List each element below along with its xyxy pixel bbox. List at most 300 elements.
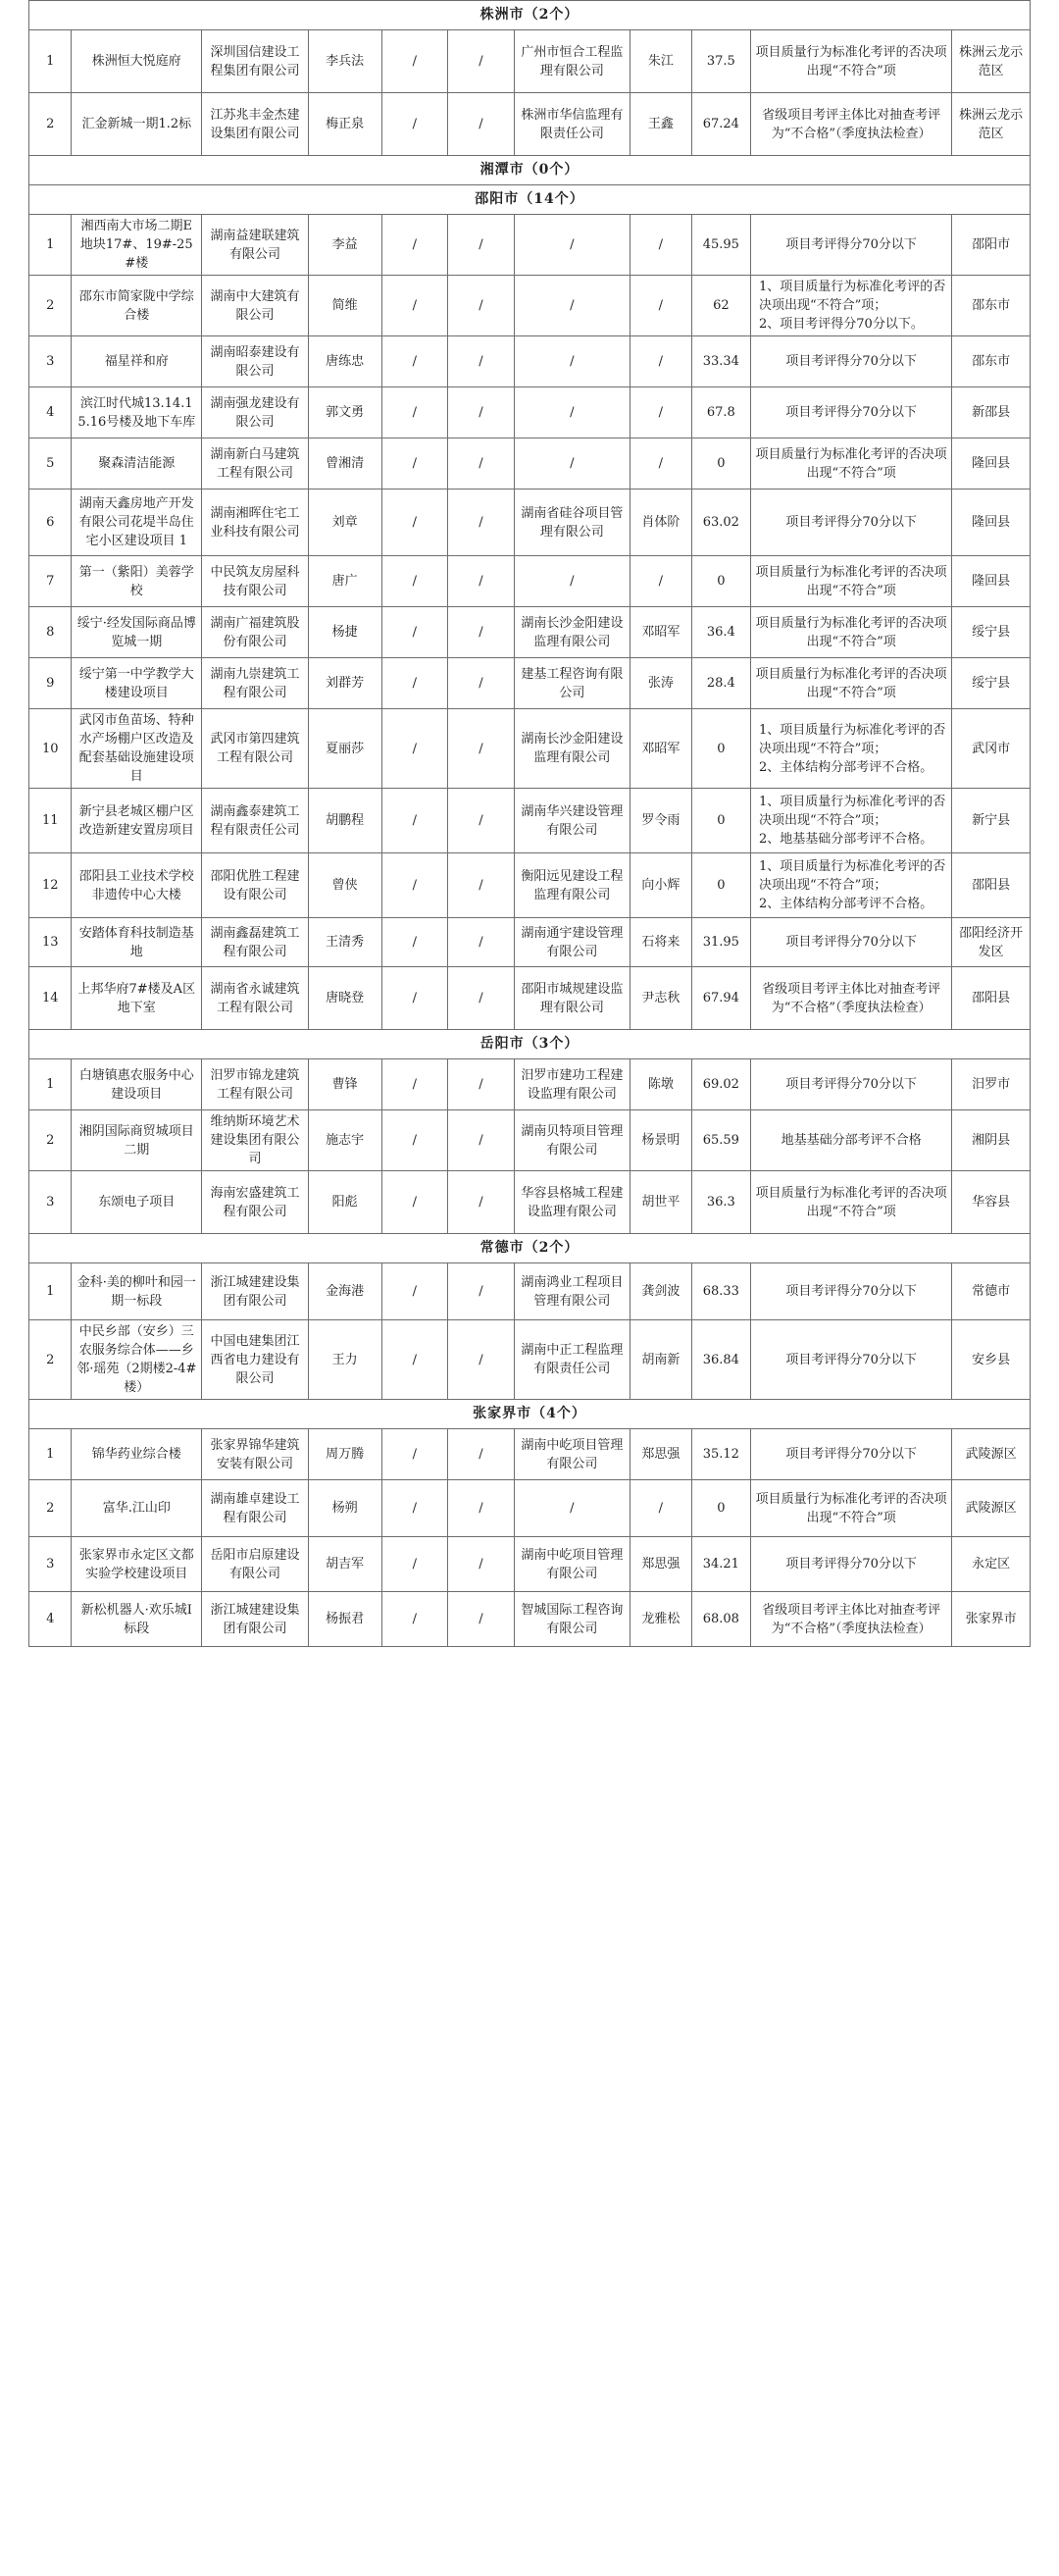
column-5: / — [381, 489, 448, 556]
supervision-company: 广州市恒合工程监理有限公司 — [514, 30, 630, 93]
project-name: 武冈市鱼苗场、特种水产场棚户区改造及配套基础设施建设项目 — [72, 709, 202, 789]
project-name: 张家界市永定区文都实验学校建设项目 — [72, 1537, 202, 1592]
column-5: / — [381, 556, 448, 607]
region: 隆回县 — [952, 489, 1031, 556]
supervision-company: 湖南中屹项目管理有限公司 — [514, 1537, 630, 1592]
construction-company: 湖南强龙建设有限公司 — [202, 387, 309, 438]
project-manager: 胡鹏程 — [308, 789, 381, 853]
row-number: 4 — [29, 387, 72, 438]
failure-reason: 省级项目考评主体比对抽查考评为“不合格”（季度执法检查） — [751, 1592, 952, 1647]
failure-reason: 项目考评得分70分以下 — [751, 1429, 952, 1480]
table-row — [29, 607, 1031, 658]
column-6: / — [448, 1059, 515, 1110]
column-5: / — [381, 215, 448, 276]
region: 绥宁县 — [952, 607, 1031, 658]
construction-company: 湖南广福建筑股份有限公司 — [202, 607, 309, 658]
column-6: / — [448, 1263, 515, 1320]
project-name: 新松机器人·欢乐城Ⅰ标段 — [72, 1592, 202, 1647]
project-table — [28, 0, 1031, 1647]
score: 69.02 — [691, 1059, 750, 1110]
supervision-company: / — [514, 336, 630, 387]
project-manager: 曹锋 — [308, 1059, 381, 1110]
chief-supervisor: / — [630, 1480, 691, 1537]
row-number: 3 — [29, 336, 72, 387]
construction-company: 中民筑友房屋科技有限公司 — [202, 556, 309, 607]
table-row — [29, 1480, 1031, 1537]
column-5: / — [381, 607, 448, 658]
region: 邵阳县 — [952, 853, 1031, 918]
column-5: / — [381, 967, 448, 1030]
failure-reason: 地基基础分部考评不合格 — [751, 1110, 952, 1171]
score: 65.59 — [691, 1110, 750, 1171]
project-manager: 梅正泉 — [308, 93, 381, 156]
row-number: 11 — [29, 789, 72, 853]
table-row — [29, 658, 1031, 709]
project-manager: 唐练忠 — [308, 336, 381, 387]
score: 67.24 — [691, 93, 750, 156]
column-6: / — [448, 853, 515, 918]
project-manager: 周万腾 — [308, 1429, 381, 1480]
project-name: 聚森清洁能源 — [72, 438, 202, 489]
column-6: / — [448, 336, 515, 387]
region: 武陵源区 — [952, 1429, 1031, 1480]
column-5: / — [381, 853, 448, 918]
column-6: / — [448, 387, 515, 438]
region: 邵阳经济开发区 — [952, 918, 1031, 967]
supervision-company: 汨罗市建功工程建设监理有限公司 — [514, 1059, 630, 1110]
failure-reason: 省级项目考评主体比对抽查考评为“不合格”（季度执法检查） — [751, 93, 952, 156]
row-number: 10 — [29, 709, 72, 789]
supervision-company: 华容县格城工程建设监理有限公司 — [514, 1171, 630, 1234]
failure-reason: 1、项目质量行为标准化考评的否决项出现“不符合”项； 2、主体结构分部考评不合格。 — [751, 709, 952, 789]
construction-company: 中国电建集团江西省电力建设有限公司 — [202, 1320, 309, 1400]
failure-reason: 项目考评得分70分以下 — [751, 1263, 952, 1320]
project-name: 福星祥和府 — [72, 336, 202, 387]
construction-company: 深圳国信建设工程集团有限公司 — [202, 30, 309, 93]
chief-supervisor: 胡南新 — [630, 1320, 691, 1400]
table-row — [29, 215, 1031, 276]
region: 常德市 — [952, 1263, 1031, 1320]
project-name: 绥宁·经发国际商品博览城一期 — [72, 607, 202, 658]
score: 34.21 — [691, 1537, 750, 1592]
region: 邵阳县 — [952, 967, 1031, 1030]
table-row — [29, 789, 1031, 853]
row-number: 14 — [29, 967, 72, 1030]
table-row — [29, 1592, 1031, 1647]
chief-supervisor: 罗令雨 — [630, 789, 691, 853]
section-header — [29, 1234, 1031, 1263]
project-manager: 阳彪 — [308, 1171, 381, 1234]
construction-company: 湖南益建联建筑有限公司 — [202, 215, 309, 276]
region: 华容县 — [952, 1171, 1031, 1234]
column-5: / — [381, 789, 448, 853]
column-6: / — [448, 1320, 515, 1400]
construction-company: 汨罗市锦龙建筑工程有限公司 — [202, 1059, 309, 1110]
supervision-company: 湖南通宇建设管理有限公司 — [514, 918, 630, 967]
region: 隆回县 — [952, 556, 1031, 607]
region: 隆回县 — [952, 438, 1031, 489]
project-manager: 胡吉军 — [308, 1537, 381, 1592]
score: 62 — [691, 276, 750, 336]
project-name: 中民乡部（安乡）三农服务综合体——乡邻·瑶苑（2期楼2-4#楼） — [72, 1320, 202, 1400]
supervision-company: 湖南省硅谷项目管理有限公司 — [514, 489, 630, 556]
project-name: 湖南天鑫房地产开发有限公司花堤半岛住宅小区建设项目 1 — [72, 489, 202, 556]
row-number: 4 — [29, 1592, 72, 1647]
section-title: 湘潭市（0个） — [29, 156, 1031, 185]
score: 0 — [691, 438, 750, 489]
failure-reason: 省级项目考评主体比对抽查考评为“不合格”（季度执法检查） — [751, 967, 952, 1030]
construction-company: 浙江城建建设集团有限公司 — [202, 1592, 309, 1647]
column-6: / — [448, 93, 515, 156]
supervision-company: 湖南贝特项目管理有限公司 — [514, 1110, 630, 1171]
row-number: 13 — [29, 918, 72, 967]
region: 株洲云龙示范区 — [952, 93, 1031, 156]
construction-company: 武冈市第四建筑工程有限公司 — [202, 709, 309, 789]
row-number: 12 — [29, 853, 72, 918]
project-manager: 简维 — [308, 276, 381, 336]
project-manager: 李益 — [308, 215, 381, 276]
table-row — [29, 709, 1031, 789]
column-6: / — [448, 658, 515, 709]
construction-company: 张家界锦华建筑安装有限公司 — [202, 1429, 309, 1480]
construction-company: 湖南雄卓建设工程有限公司 — [202, 1480, 309, 1537]
chief-supervisor: 郑思强 — [630, 1429, 691, 1480]
project-manager: 金海港 — [308, 1263, 381, 1320]
construction-company: 邵阳优胜工程建设有限公司 — [202, 853, 309, 918]
supervision-company: / — [514, 556, 630, 607]
table-row — [29, 556, 1031, 607]
column-6: / — [448, 30, 515, 93]
column-6: / — [448, 556, 515, 607]
project-name: 滨江时代城13.14.15.16号楼及地下车库 — [72, 387, 202, 438]
failure-reason: 项目考评得分70分以下 — [751, 918, 952, 967]
chief-supervisor: / — [630, 276, 691, 336]
column-5: / — [381, 709, 448, 789]
table-row — [29, 1110, 1031, 1171]
region: 邵东市 — [952, 276, 1031, 336]
row-number: 7 — [29, 556, 72, 607]
construction-company: 湖南湘晖住宅工业科技有限公司 — [202, 489, 309, 556]
supervision-company: 湖南长沙金阳建设监理有限公司 — [514, 607, 630, 658]
project-manager: 杨振君 — [308, 1592, 381, 1647]
score: 63.02 — [691, 489, 750, 556]
failure-reason: 项目考评得分70分以下 — [751, 1059, 952, 1110]
region: 绥宁县 — [952, 658, 1031, 709]
table-row — [29, 1171, 1031, 1234]
supervision-company: 湖南鸿业工程项目管理有限公司 — [514, 1263, 630, 1320]
project-name: 株洲恒大悦庭府 — [72, 30, 202, 93]
chief-supervisor: 向小辉 — [630, 853, 691, 918]
section-title: 岳阳市（3个） — [29, 1030, 1031, 1059]
score: 28.4 — [691, 658, 750, 709]
column-6: / — [448, 489, 515, 556]
project-manager: 杨捷 — [308, 607, 381, 658]
table-row — [29, 30, 1031, 93]
row-number: 3 — [29, 1537, 72, 1592]
score: 45.95 — [691, 215, 750, 276]
region: 新邵县 — [952, 387, 1031, 438]
score: 35.12 — [691, 1429, 750, 1480]
score: 37.5 — [691, 30, 750, 93]
table-row — [29, 1263, 1031, 1320]
table-row — [29, 1537, 1031, 1592]
project-table-body — [29, 1, 1031, 1647]
row-number: 9 — [29, 658, 72, 709]
table-row — [29, 1429, 1031, 1480]
column-6: / — [448, 438, 515, 489]
score: 0 — [691, 853, 750, 918]
score: 0 — [691, 1480, 750, 1537]
row-number: 6 — [29, 489, 72, 556]
table-row — [29, 276, 1031, 336]
section-title: 株洲市（2个） — [29, 1, 1031, 30]
chief-supervisor: 邓昭军 — [630, 709, 691, 789]
project-name: 绥宁第一中学教学大楼建设项目 — [72, 658, 202, 709]
supervision-company: 衡阳远见建设工程监理有限公司 — [514, 853, 630, 918]
column-5: / — [381, 1429, 448, 1480]
construction-company: 浙江城建建设集团有限公司 — [202, 1263, 309, 1320]
table-row — [29, 967, 1031, 1030]
construction-company: 江苏兆丰金杰建设集团有限公司 — [202, 93, 309, 156]
failure-reason: 1、项目质量行为标准化考评的否决项出现“不符合”项； 2、主体结构分部考评不合格。 — [751, 853, 952, 918]
score: 68.08 — [691, 1592, 750, 1647]
table-row — [29, 387, 1031, 438]
failure-reason: 项目考评得分70分以下 — [751, 387, 952, 438]
supervision-company: 湖南中正工程监理有限责任公司 — [514, 1320, 630, 1400]
project-name: 邵阳县工业技术学校非遗传中心大楼 — [72, 853, 202, 918]
chief-supervisor: 杨景明 — [630, 1110, 691, 1171]
supervision-company: / — [514, 1480, 630, 1537]
supervision-company: / — [514, 387, 630, 438]
failure-reason: 项目考评得分70分以下 — [751, 1537, 952, 1592]
column-5: / — [381, 1480, 448, 1537]
construction-company: 湖南昭泰建设有限公司 — [202, 336, 309, 387]
project-manager: 施志宇 — [308, 1110, 381, 1171]
project-manager: 刘群芳 — [308, 658, 381, 709]
row-number: 1 — [29, 30, 72, 93]
project-name: 锦华药业综合楼 — [72, 1429, 202, 1480]
row-number: 2 — [29, 1480, 72, 1537]
row-number: 1 — [29, 1263, 72, 1320]
project-name: 安踏体育科技制造基地 — [72, 918, 202, 967]
table-row — [29, 489, 1031, 556]
project-manager: 李兵法 — [308, 30, 381, 93]
score: 0 — [691, 556, 750, 607]
chief-supervisor: 胡世平 — [630, 1171, 691, 1234]
column-6: / — [448, 215, 515, 276]
supervision-company: 湖南长沙金阳建设监理有限公司 — [514, 709, 630, 789]
column-5: / — [381, 1320, 448, 1400]
row-number: 1 — [29, 215, 72, 276]
region: 武陵源区 — [952, 1480, 1031, 1537]
column-5: / — [381, 30, 448, 93]
project-manager: 刘章 — [308, 489, 381, 556]
column-6: / — [448, 1429, 515, 1480]
project-manager: 夏丽莎 — [308, 709, 381, 789]
project-name: 富华.江山印 — [72, 1480, 202, 1537]
region: 邵阳市 — [952, 215, 1031, 276]
region: 邵东市 — [952, 336, 1031, 387]
project-manager: 杨朔 — [308, 1480, 381, 1537]
region: 安乡县 — [952, 1320, 1031, 1400]
project-manager: 王清秀 — [308, 918, 381, 967]
project-name: 邵东市简家陇中学综合楼 — [72, 276, 202, 336]
construction-company: 海南宏盛建筑工程有限公司 — [202, 1171, 309, 1234]
column-6: / — [448, 789, 515, 853]
table-row — [29, 93, 1031, 156]
row-number: 2 — [29, 93, 72, 156]
supervision-company: / — [514, 438, 630, 489]
chief-supervisor: / — [630, 556, 691, 607]
failure-reason: 1、项目质量行为标准化考评的否决项出现“不符合”项； 2、项目考评得分70分以下。 — [751, 276, 952, 336]
region: 张家界市 — [952, 1592, 1031, 1647]
column-6: / — [448, 709, 515, 789]
failure-reason: 项目质量行为标准化考评的否决项出现“不符合”项 — [751, 1171, 952, 1234]
supervision-company: / — [514, 215, 630, 276]
row-number: 1 — [29, 1059, 72, 1110]
score: 67.8 — [691, 387, 750, 438]
region: 湘阴县 — [952, 1110, 1031, 1171]
row-number: 2 — [29, 276, 72, 336]
project-name: 湘阴国际商贸城项目二期 — [72, 1110, 202, 1171]
section-header — [29, 156, 1031, 185]
chief-supervisor: 石将来 — [630, 918, 691, 967]
column-5: / — [381, 918, 448, 967]
section-header — [29, 185, 1031, 215]
section-header — [29, 1400, 1031, 1429]
failure-reason: 项目质量行为标准化考评的否决项出现“不符合”项 — [751, 658, 952, 709]
supervision-company: 智城国际工程咨询有限公司 — [514, 1592, 630, 1647]
row-number: 5 — [29, 438, 72, 489]
section-title: 常德市（2个） — [29, 1234, 1031, 1263]
chief-supervisor: 郑思强 — [630, 1537, 691, 1592]
column-6: / — [448, 918, 515, 967]
section-header — [29, 1, 1031, 30]
failure-reason: 项目考评得分70分以下 — [751, 1320, 952, 1400]
region: 株洲云龙示范区 — [952, 30, 1031, 93]
section-title: 张家界市（4个） — [29, 1400, 1031, 1429]
region: 永定区 — [952, 1537, 1031, 1592]
score: 36.84 — [691, 1320, 750, 1400]
row-number: 3 — [29, 1171, 72, 1234]
failure-reason: 项目质量行为标准化考评的否决项出现“不符合”项 — [751, 607, 952, 658]
table-row — [29, 336, 1031, 387]
column-6: / — [448, 967, 515, 1030]
column-5: / — [381, 1110, 448, 1171]
column-6: / — [448, 1110, 515, 1171]
project-name: 湘西南大市场二期E地块17#、19#-25#楼 — [72, 215, 202, 276]
failure-reason: 项目考评得分70分以下 — [751, 489, 952, 556]
project-manager: 唐晓登 — [308, 967, 381, 1030]
score: 68.33 — [691, 1263, 750, 1320]
column-6: / — [448, 1592, 515, 1647]
failure-reason: 项目考评得分70分以下 — [751, 215, 952, 276]
column-5: / — [381, 658, 448, 709]
project-name: 汇金新城一期1.2标 — [72, 93, 202, 156]
score: 36.4 — [691, 607, 750, 658]
chief-supervisor: 王鑫 — [630, 93, 691, 156]
chief-supervisor: 肖体阶 — [630, 489, 691, 556]
section-title: 邵阳市（14个） — [29, 185, 1031, 215]
column-6: / — [448, 607, 515, 658]
supervision-company: 湖南华兴建设管理有限公司 — [514, 789, 630, 853]
score: 0 — [691, 789, 750, 853]
project-manager: 唐广 — [308, 556, 381, 607]
failure-reason: 项目质量行为标准化考评的否决项出现“不符合”项 — [751, 1480, 952, 1537]
row-number: 2 — [29, 1320, 72, 1400]
construction-company: 湖南省永诚建筑工程有限公司 — [202, 967, 309, 1030]
chief-supervisor: 龙雅松 — [630, 1592, 691, 1647]
table-row — [29, 1320, 1031, 1400]
table-row — [29, 1059, 1031, 1110]
project-manager: 王力 — [308, 1320, 381, 1400]
failure-reason: 项目考评得分70分以下 — [751, 336, 952, 387]
chief-supervisor: 陈墩 — [630, 1059, 691, 1110]
construction-company: 湖南九崇建筑工程有限公司 — [202, 658, 309, 709]
row-number: 2 — [29, 1110, 72, 1171]
construction-company: 岳阳市启原建设有限公司 — [202, 1537, 309, 1592]
chief-supervisor: / — [630, 387, 691, 438]
column-6: / — [448, 1480, 515, 1537]
chief-supervisor: 朱江 — [630, 30, 691, 93]
column-5: / — [381, 336, 448, 387]
column-5: / — [381, 1592, 448, 1647]
failure-reason: 项目质量行为标准化考评的否决项出现“不符合”项 — [751, 556, 952, 607]
construction-company: 维纳斯环境艺术建设集团有限公司 — [202, 1110, 309, 1171]
row-number: 1 — [29, 1429, 72, 1480]
table-row — [29, 918, 1031, 967]
table-row — [29, 853, 1031, 918]
supervision-company: 湖南中屹项目管理有限公司 — [514, 1429, 630, 1480]
column-5: / — [381, 1059, 448, 1110]
project-name: 上邦华府7#楼及A区地下室 — [72, 967, 202, 1030]
score: 36.3 — [691, 1171, 750, 1234]
column-5: / — [381, 93, 448, 156]
column-5: / — [381, 387, 448, 438]
project-name: 东颂电子项目 — [72, 1171, 202, 1234]
region: 新宁县 — [952, 789, 1031, 853]
table-row — [29, 438, 1031, 489]
construction-company: 湖南新白马建筑工程有限公司 — [202, 438, 309, 489]
failure-reason: 项目质量行为标准化考评的否决项出现“不符合”项 — [751, 438, 952, 489]
project-name: 金科·美的柳叶和园一期一标段 — [72, 1263, 202, 1320]
score: 31.95 — [691, 918, 750, 967]
column-6: / — [448, 276, 515, 336]
supervision-company: 邵阳市城规建设监理有限公司 — [514, 967, 630, 1030]
project-name: 新宁县老城区棚户区改造新建安置房项目 — [72, 789, 202, 853]
construction-company: 湖南鑫泰建筑工程有限责任公司 — [202, 789, 309, 853]
supervision-company: 建基工程咨询有限公司 — [514, 658, 630, 709]
project-name: 白塘镇惠农服务中心建设项目 — [72, 1059, 202, 1110]
row-number: 8 — [29, 607, 72, 658]
supervision-company: / — [514, 276, 630, 336]
project-manager: 郭文勇 — [308, 387, 381, 438]
column-5: / — [381, 438, 448, 489]
chief-supervisor: / — [630, 438, 691, 489]
construction-company: 湖南鑫磊建筑工程有限公司 — [202, 918, 309, 967]
column-6: / — [448, 1171, 515, 1234]
region: 武冈市 — [952, 709, 1031, 789]
column-5: / — [381, 1263, 448, 1320]
column-5: / — [381, 276, 448, 336]
supervision-company: 株洲市华信监理有限责任公司 — [514, 93, 630, 156]
column-5: / — [381, 1537, 448, 1592]
score: 33.34 — [691, 336, 750, 387]
score: 0 — [691, 709, 750, 789]
project-manager: 曾侠 — [308, 853, 381, 918]
chief-supervisor: 张涛 — [630, 658, 691, 709]
construction-company: 湖南中大建筑有限公司 — [202, 276, 309, 336]
